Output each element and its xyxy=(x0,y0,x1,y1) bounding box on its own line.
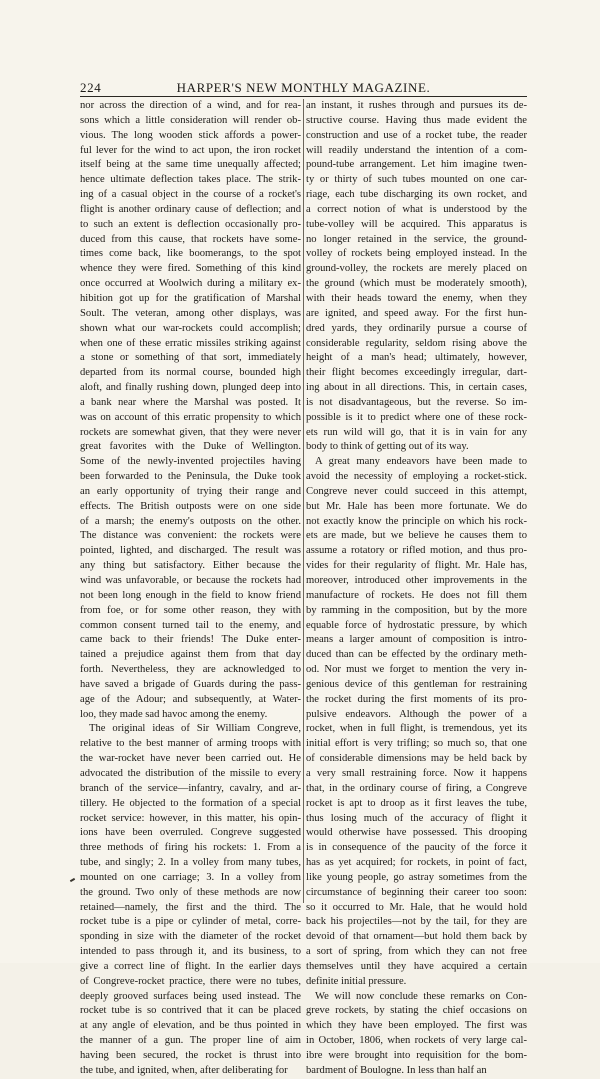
text-line: rockets are somewhat given, that they were never xyxy=(80,426,301,438)
text-line: like young people, go astray sometimes from the xyxy=(306,871,527,883)
text-line: the rocket during the first moments of its pro- xyxy=(306,693,527,705)
text-line: is not disadvantageous, but the reverse. So im- xyxy=(306,396,527,408)
margin-mark xyxy=(70,878,75,882)
text-line: itself being at the same time unequally affected; xyxy=(80,159,301,171)
text-line: Congreve never could succeed in this attempt, xyxy=(306,485,527,497)
text-line: from foe, or for some other reason, they with xyxy=(80,604,301,616)
text-line: have saved a brigade of Guards during the pass- xyxy=(80,678,301,690)
text-line: tube, and singly; 2. In a volley from many tubes, xyxy=(80,857,301,869)
text-line: intended to pass through it, and its business, to xyxy=(80,946,301,958)
text-line: retained—namely, the first and the third. The xyxy=(80,901,301,913)
text-line: the war-rocket have never been carried out. He xyxy=(80,753,301,765)
text-line: relative to the best manner of arming troops with xyxy=(80,738,301,750)
text-line: their flight becomes exceedingly irregular, dart- xyxy=(306,367,527,379)
text-line: an early opportunity of trying their range and xyxy=(80,485,301,497)
text-line: not been long enough in the field to know friend xyxy=(80,589,301,601)
text-line: ty or thirty of such tubes mounted on one car- xyxy=(306,174,527,186)
text-line: pound-tube arrangement. Let him imagine twen- xyxy=(306,159,527,171)
text-line: mounted on one carriage; 3. In a volley from xyxy=(80,871,301,883)
text-line: times come back, like boomerangs, to the spot xyxy=(80,248,301,260)
text-line: a bank near where the Marshal was posted. It xyxy=(80,396,301,408)
text-line: sponding in size with the diameter of the rocket xyxy=(80,931,301,943)
text-line: od. Nor must we forget to mention the very in- xyxy=(306,664,527,676)
text-line: devoid of that ornament—but hold them back by xyxy=(306,931,527,943)
text-line: the ground. Two only of these methods are now xyxy=(80,886,301,898)
text-line: means a larger amount of composition is intro- xyxy=(306,634,527,646)
text-line: nor across the direction of a wind, and for rea- xyxy=(80,100,301,111)
text-line: no longer retained in the service, the ground- xyxy=(306,233,527,245)
text-line: ing about in all directions. This, in certain cases, xyxy=(306,382,527,394)
text-line: pointed, lighted, and discharged. The result was xyxy=(80,545,301,557)
text-line: ground-volley, the rockets are merely placed on xyxy=(306,263,527,275)
text-line: deeply grooved surfaces being used instead. The xyxy=(80,990,301,1002)
text-line: branch of the service—infantry, cavalry, and ar- xyxy=(80,782,301,794)
text-line: rocket, when in full flight, is tremendous, yet its xyxy=(306,723,527,735)
text-line: height of a man's head; ultimately, however, xyxy=(306,352,527,364)
text-line: give a correct line of flight. In the earlier days xyxy=(80,960,301,972)
text-line: dred yards, they ordinarily pursue a course of xyxy=(306,322,527,334)
text-line: wind was unfavorable, or because the rockets had xyxy=(80,575,301,586)
text-line: common consent turned tail to the enemy, and xyxy=(80,619,301,631)
text-line: duced from this cause, that rockets have some- xyxy=(80,233,301,245)
text-line: shown what our war-rockets could accomplish; xyxy=(80,322,301,334)
text-line: of Congreve-rocket practice, there were no tubes, xyxy=(80,975,301,987)
text-line: forth. Nevertheless, they are acknowledged to xyxy=(80,664,301,676)
text-line: having been secured, the rocket is thrust into xyxy=(80,1050,301,1061)
text-line: tillery. He objected to the formation of a special xyxy=(80,797,301,809)
text-line: been forwarded to the Peninsula, the Duke took xyxy=(80,471,301,483)
text-line: by ramming in the composition, but by the more xyxy=(306,604,527,616)
text-line: ets run wild will go, that it is in vain for any xyxy=(306,426,527,438)
text-line: We will now conclude these remarks on Con- xyxy=(315,990,527,1002)
text-line: great favorites with the Duke of Wellington. xyxy=(80,441,301,453)
text-line: three methods of firing his rockets: 1. From a xyxy=(80,842,301,854)
text-line: age of the Adour; and subsequently, at Water- xyxy=(80,693,301,705)
text-line: advocated the distribution of the missile to every xyxy=(80,767,301,779)
text-line: possible is it to predict where one of these rock- xyxy=(306,411,527,423)
text-line: The distance was convenient: the rockets were xyxy=(80,530,301,542)
text-line: sons which a little consideration will render ob- xyxy=(80,114,301,126)
text-line: moreover, introduced other improvements in the xyxy=(306,575,527,586)
text-column-left xyxy=(80,99,301,1076)
text-line: that, in the ordinary course of firing, a Congreve xyxy=(306,782,527,794)
page-number: 224 xyxy=(80,80,102,95)
text-line: vious. The long wooden stick affords a power- xyxy=(80,129,301,141)
text-line: rocket is apt to droop as it first leaves the tube, xyxy=(306,797,527,809)
column-divider xyxy=(303,99,304,903)
text-line: assume a rotatory or rifled motion, and thus pro- xyxy=(306,545,527,557)
text-line: the ground (which must be moderately smooth), xyxy=(306,278,527,290)
text-line: a sort of spring, from which they can not free xyxy=(306,946,527,958)
text-line: has as yet acquired; for rockets, in point of fact, xyxy=(306,857,527,869)
text-line: structive course. Having thus made evident the xyxy=(306,114,527,126)
text-line: greve rockets, by stating the chief occasions on xyxy=(306,1005,527,1017)
text-line: with their heads toward the enemy, when they xyxy=(306,292,527,304)
text-line: ions have been overruled. Congreve suggested xyxy=(80,827,301,839)
text-line: loo, they made sad havoc among the enemy. xyxy=(80,708,268,720)
text-line: definite initial pressure. xyxy=(306,975,407,987)
text-line: to such an extent is deflection occasionally pro- xyxy=(80,218,301,230)
text-line: the manner of a gun. The proper line of aim xyxy=(80,1035,301,1047)
text-line: came back to their friends! The Duke enter- xyxy=(80,634,301,646)
text-line: are ignited, and speed away. For the first hun- xyxy=(306,307,527,319)
text-line: an instant, it rushes through and pursues its de- xyxy=(306,100,527,111)
text-line: of a marsh; the enemy's outposts on the other. xyxy=(80,515,301,527)
running-head xyxy=(80,80,527,96)
text-line: Soult. The veteran, among other displays, was xyxy=(80,307,301,319)
text-line: a stone or something of that sort, immediately xyxy=(80,352,301,364)
text-line: whence they were fired. Something of this kind xyxy=(80,263,301,275)
text-line: rocket service: however, in this matter, his opin- xyxy=(80,812,301,824)
text-line: was on account of this erratic propensity to which xyxy=(80,411,301,423)
text-line: ing of a casual object in the course of a rocket's xyxy=(80,189,301,201)
text-line: avoid the necessity of employing a rocket-stick. xyxy=(306,471,527,483)
text-line: considerable regularity, seldom rising above the xyxy=(306,337,527,349)
text-line: themselves until they have acquired a certain xyxy=(306,960,527,972)
text-line: pulsive endeavors. Although the power of a xyxy=(306,708,527,720)
text-line: in October, 1806, when rockets of very large cal- xyxy=(306,1035,527,1047)
text-line: which they have been employed. The first was xyxy=(306,1020,527,1032)
text-line: would otherwise have possessed. This drooping xyxy=(306,827,527,839)
text-line: The original ideas of Sir William Congreve, xyxy=(89,723,301,735)
text-column-right xyxy=(306,99,527,1076)
text-line: of considerable dimensions may be held back by xyxy=(306,753,527,765)
text-line: aloft, and finally rushing down, plunged deep into xyxy=(80,382,301,394)
text-line: vides for their regularity of flight. Mr. Hale has, xyxy=(306,560,527,572)
text-line: rocket tube is so contrived that it can be placed xyxy=(80,1005,301,1017)
text-line: hence ultimate deflection takes place. The strik- xyxy=(80,174,301,186)
text-line: rocket tube is a pipe or cylinder of metal, corre- xyxy=(80,916,301,928)
text-line: is in consequence of the paucity of the force it xyxy=(306,842,527,854)
text-line: effects. The British outposts were on one side xyxy=(80,500,301,512)
text-line: manufacture of rockets. He does not fill them xyxy=(306,589,527,601)
text-line: circumstance of beginning their career too soon: xyxy=(306,886,527,898)
text-line: bardment of Boulogne. In less than half an xyxy=(306,1064,487,1076)
text-line: initial effort is very trifling; so much so, that one xyxy=(306,738,527,750)
text-line: tained a prejudice against them from that day xyxy=(80,649,301,661)
text-line: but Mr. Hale has been more fortunate. We do xyxy=(306,500,527,512)
text-line: genious device of this gentleman for restraining xyxy=(306,678,527,690)
text-line: back his projectiles—not by the tail, for they are xyxy=(306,916,527,928)
text-line: the tube, and ignited, when, after deliberating for xyxy=(80,1064,288,1076)
text-line: construction and use of a rocket tube, the reader xyxy=(306,129,527,141)
text-line: once occurred at Woolwich during a military ex- xyxy=(80,278,301,290)
text-line: hibition got up for the gratification of Marshal xyxy=(80,292,301,304)
text-line: riage, each tube discharging its own rocket, and xyxy=(306,189,527,201)
text-line: flight is another ordinary cause of deflection; and xyxy=(80,203,301,215)
text-line: Some of the newly-invented projectiles having xyxy=(80,456,301,468)
text-line: any thing but satisfactory. Either because the xyxy=(80,560,301,572)
text-line: volley of rockets being employed instead. In the xyxy=(306,248,527,260)
text-line: A great many endeavors have been made to xyxy=(315,456,527,468)
text-line: when one of these erratic missiles striking against xyxy=(80,337,301,349)
text-line: not exactly know the principle on which his rock- xyxy=(306,515,527,527)
text-line: equable force of hydrostatic pressure, by which xyxy=(306,619,527,631)
text-line: a very small restraining force. Now it happens xyxy=(306,767,527,779)
text-line: body to think of getting out of its way. xyxy=(306,441,469,453)
text-line: ful lever for the wind to act upon, the iron rocket xyxy=(80,144,301,156)
text-line: departed from its normal course, bounded high xyxy=(80,367,301,379)
text-line: a correct notion of what is understood by the xyxy=(306,203,527,215)
text-line: duced than can be effected by the ordinary meth- xyxy=(306,649,527,661)
header-rule xyxy=(80,96,527,97)
journal-title: HARPER'S NEW MONTHLY MAGAZINE. xyxy=(176,80,431,95)
text-line: will readily understand the intention of a com- xyxy=(306,144,527,156)
text-line: at any angle of elevation, and be thus pointed in xyxy=(80,1020,301,1032)
text-line: ibre were brought into requisition for the bom- xyxy=(306,1050,527,1061)
text-line: tube-volley will be acquired. This apparatus is xyxy=(306,218,527,230)
text-line: so it occurred to Mr. Hale, that he would hold xyxy=(306,901,527,913)
text-line: ets are made, but we believe he causes them to xyxy=(306,530,527,542)
text-line: thus losing much of the accuracy of flight it xyxy=(306,812,527,824)
